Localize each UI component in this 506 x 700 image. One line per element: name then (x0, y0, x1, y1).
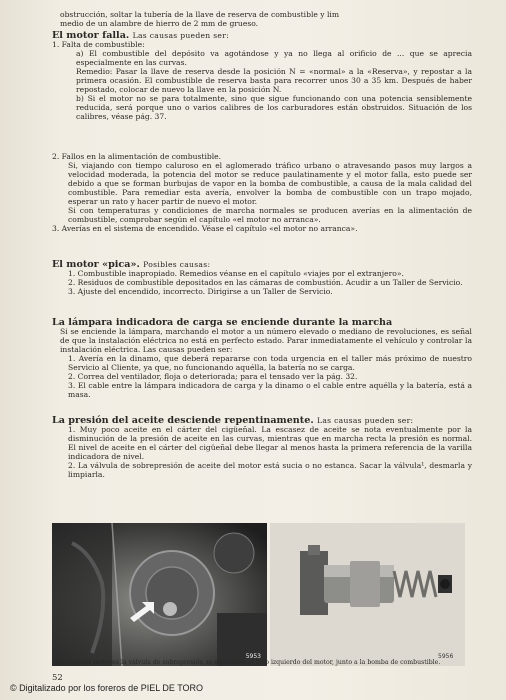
section-heading: La lámpara indicadora de carga se enciende durante la marcha (52, 317, 393, 328)
item-text: a) El combustible del depósito va agotándose y ya no llega al orificio de ... que se aprecia especialmente en las curvas. (76, 49, 472, 67)
engine-photo (52, 523, 267, 666)
item-title: 2. Fallos en la alimentación de combustible. (52, 152, 222, 161)
valve-photo (270, 523, 465, 666)
section-motor-pica (52, 260, 472, 296)
figure-number: 5953 (245, 653, 261, 660)
section-lampara (52, 318, 472, 399)
paragraph: Si, viajando con tiempo caluroso en el aglomerado tráfico urbano o atravesando pasos muy largos a velocidad moderada, la potencia del motor se reduce paulatinamente y el motor falla, esto puede ser debido a que se forman burbujas de vapor en la bomba de combustible, a causa de la mala calidad del combustible. Para remediar esta avería, envolver la bomba de combustible con un trapo mojado, esperar un rato y hacer partir de nuevo el motor. (68, 161, 472, 206)
section-motor-falla (52, 31, 472, 121)
item-title: 3. Averías en el sistema de encendido. Véase el capítulo «el motor no arranca». (52, 224, 358, 233)
list-item: 3. Ajuste del encendido, incorrecto. Dirigirse a un Taller de Servicio. (68, 287, 333, 296)
heading-text: El motor «pica». (52, 259, 140, 270)
item-text: b) Si el motor no se para totalmente, sino que sigue funcionando con una potencia sensiblemente reducida, será porque uno o varios calibres de los carburadores están obstruidos. Situación de los calibres, véase pág. 37. (76, 94, 472, 121)
list-item: 2. La válvula de sobrepresión de aceite del motor está sucia o no estanca. Sacar la válvula¹, desmarla y limpiarla. (68, 461, 472, 479)
list-item: 1. Muy poco aceite en el cárter del cigüeñal. La escasez de aceite se nota eventualmente por la disminución de la presión de aceite en las curvas, mientras que en marcha recta la presión es normal. El nivel de aceite en el cárter del cigüeñal debe llegar al menos hasta la primera referencia de la varilla indicadora de nivel. (68, 425, 472, 461)
section-heading (52, 31, 472, 40)
valve-photo-image (270, 523, 465, 666)
top-continuation (52, 10, 472, 28)
list-item (52, 94, 472, 121)
engine-photo-image (52, 523, 267, 666)
heading-text: La presión del aceite desciende repentinamente. (52, 415, 314, 426)
paragraph: Si con temperaturas y condiciones de marcha normales se producen averías en la alimentación de combustible, comprobar según el capítulo «el motor no arranca». (68, 206, 472, 224)
list-item: 1. Avería en la dinamo, que deberá repararse con toda urgencia en el taller más próximo de nuestro Servicio al Cliente, ya que, no funcionando aquélla, la batería no se carga. (68, 354, 472, 372)
section-alimentacion (52, 152, 472, 233)
figure-number: 5956 (438, 653, 454, 660)
list-item: 1. Combustible inapropiado. Remedios véanse en el capítulo «viajes por el extranjero». (68, 269, 404, 278)
remedio-text: Remedio: Pasar la llave de reserva desde la posición N = «normal» a la «Reserva», y repostar a la primera ocasión. El combustible de reserva basta para recorrer unos 30 a 35 km. Después de haber repostado, colocar de nuevo la llave en la posición N. (76, 67, 472, 94)
list-item: 3. El cable entre la lámpara indicadora de carga y la dinamo o el cable entre aquélla y la batería, está a masa. (68, 381, 472, 399)
heading-subtext: Las causas pueden ser: (132, 31, 229, 40)
page-number: 52 (52, 673, 63, 683)
top-line: obstrucción, soltar la tubería de la llave de reserva de combustible y lim (60, 10, 340, 19)
heading-text: El motor falla. (52, 30, 130, 41)
digitization-credit: © Digitalizado por los foreros de PIEL DE TORO (10, 683, 204, 693)
heading-subtext: Las causas pueden ser: (317, 416, 414, 425)
section-heading (52, 416, 472, 425)
paragraph: Si se enciende la lámpara, marchando el motor a un número elevado o mediano de revoluciones, es señal de que la instalación eléctrica no está en perfecto estado. Parar inmediatamente el vehículo y controlar la instalación eléctrica. Las causas pueden ser: (60, 327, 472, 354)
footnote: ¹ En algunos motores la válvula de sobrepresión se encuentra al lado izquierdo del motor, junto a la bomba de combustible. (52, 659, 441, 666)
heading-subtext: Posibles causas: (143, 260, 211, 269)
list-item: 2. Residuos de combustible depositados en las cámaras de combustión. Acudir a un Taller de Servicio. (68, 278, 463, 287)
section-presion-aceite (52, 416, 472, 479)
top-line: medio de un alambre de hierro de 2 mm de grueso. (60, 19, 259, 28)
section-heading (52, 260, 472, 269)
list-item: 2. Correa del ventilador, floja o deteriorada; para el tensado ver la pág. 32. (68, 372, 358, 381)
item-title: 1. Falta de combustible: (52, 40, 145, 49)
list-item (52, 49, 472, 67)
